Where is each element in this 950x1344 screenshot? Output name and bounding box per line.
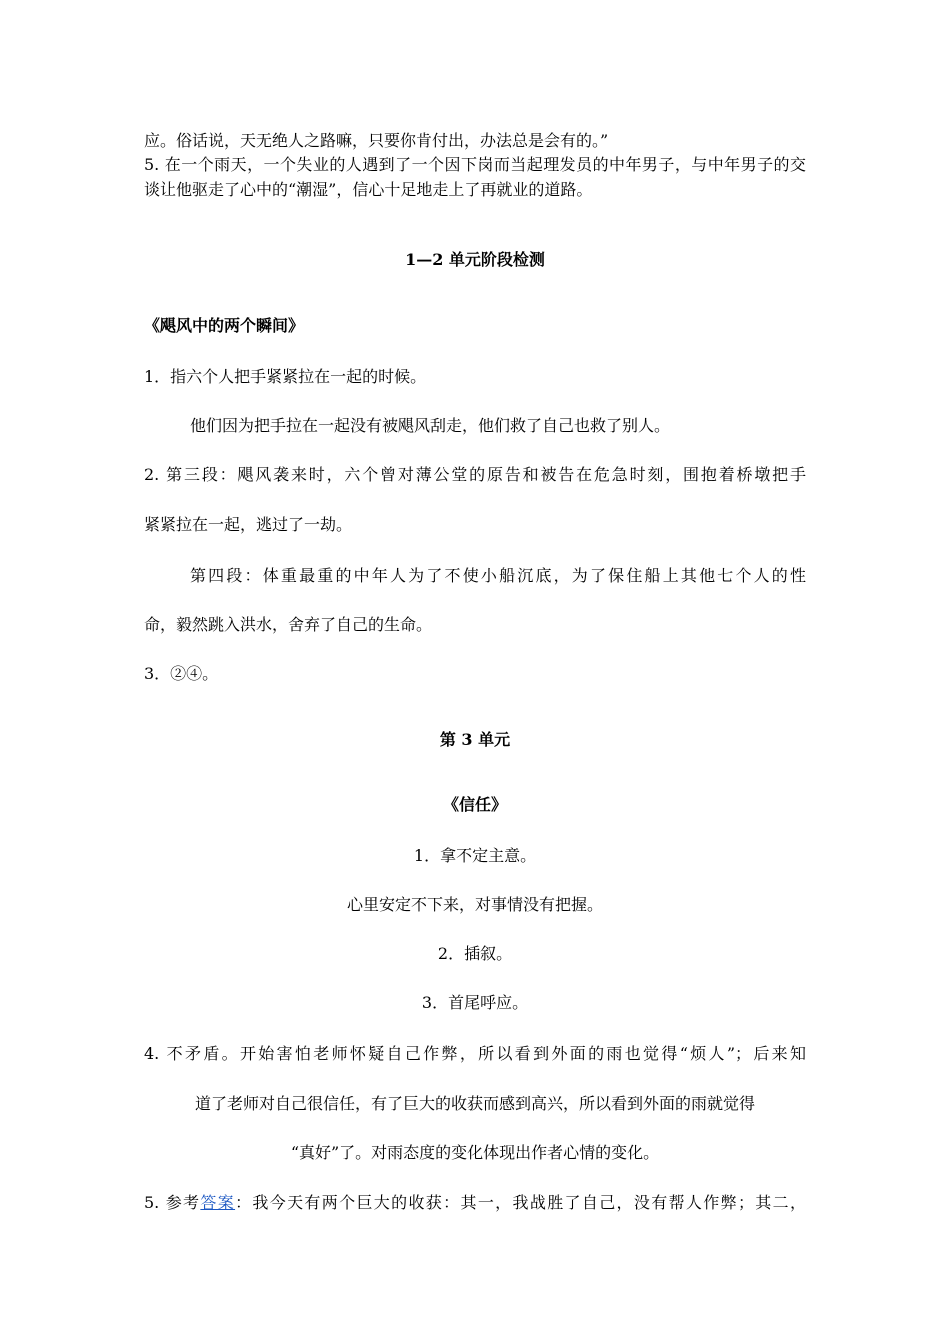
answer-item: 1．指六个人把手紧紧拉在一起的时候。 xyxy=(144,367,427,386)
answer-link[interactable]: 答案 xyxy=(200,1193,236,1212)
answer-prefix: 5. 参考 xyxy=(144,1193,201,1212)
answer-item: 2．插叙。 xyxy=(437,944,513,963)
answer-item: 他们因为把手拉在一起没有被飓风刮走，他们救了自己也救了别人。 xyxy=(190,416,671,435)
answer-text: ：我今天有两个巨大的收获：其一，我战胜了自己，没有帮人作弊；其二， xyxy=(235,1193,806,1212)
article-title: 《飓风中的两个瞬间》 xyxy=(144,316,305,335)
answer-item: 3．首尾呼应。 xyxy=(421,993,529,1012)
answer-item: 道了老师对自己很信任，有了巨大的收获而感到高兴，所以看到外面的雨就觉得 xyxy=(194,1094,755,1113)
text-line: 谈让他驱走了心中的“潮湿”，信心十足地走上了再就业的道路。 xyxy=(144,180,593,199)
answer-item: “真好”了。对雨态度的变化体现出作者心情的变化。 xyxy=(290,1143,660,1162)
answer-item xyxy=(144,1193,806,1213)
section-heading: 1—2 单元阶段检测 xyxy=(405,250,545,269)
text-line: 5. 在一个雨天，一个失业的人遇到了一个因下岗而当起理发员的中年男子，与中年男子的交 xyxy=(144,155,806,174)
answer-item: 紧紧拉在一起，逃过了一劫。 xyxy=(144,515,353,534)
answer-item: 2. 第三段：飓风袭来时，六个曾对薄公堂的原告和被告在危急时刻，围抱着桥墩把手 xyxy=(144,465,806,484)
answer-item: 1．拿不定主意。 xyxy=(413,846,537,865)
answer-item: 命，毅然跳入洪水，舍弃了自己的生命。 xyxy=(144,615,433,634)
answer-item: 4. 不矛盾。开始害怕老师怀疑自己作弊，所以看到外面的雨也觉得“烦人”；后来知 xyxy=(144,1044,806,1063)
answer-item: 第四段：体重最重的中年人为了不使小船沉底，为了保住船上其他七个人的性 xyxy=(190,566,806,585)
answer-item: 3．②④。 xyxy=(144,664,219,683)
article-title: 《信任》 xyxy=(442,795,507,814)
answer-item: 心里安定不下来，对事情没有把握。 xyxy=(346,895,603,914)
text-line: 应。俗话说，天无绝人之路嘛，只要你肯付出，办法总是会有的。” xyxy=(144,131,609,150)
section-heading: 第 3 单元 xyxy=(439,730,511,749)
